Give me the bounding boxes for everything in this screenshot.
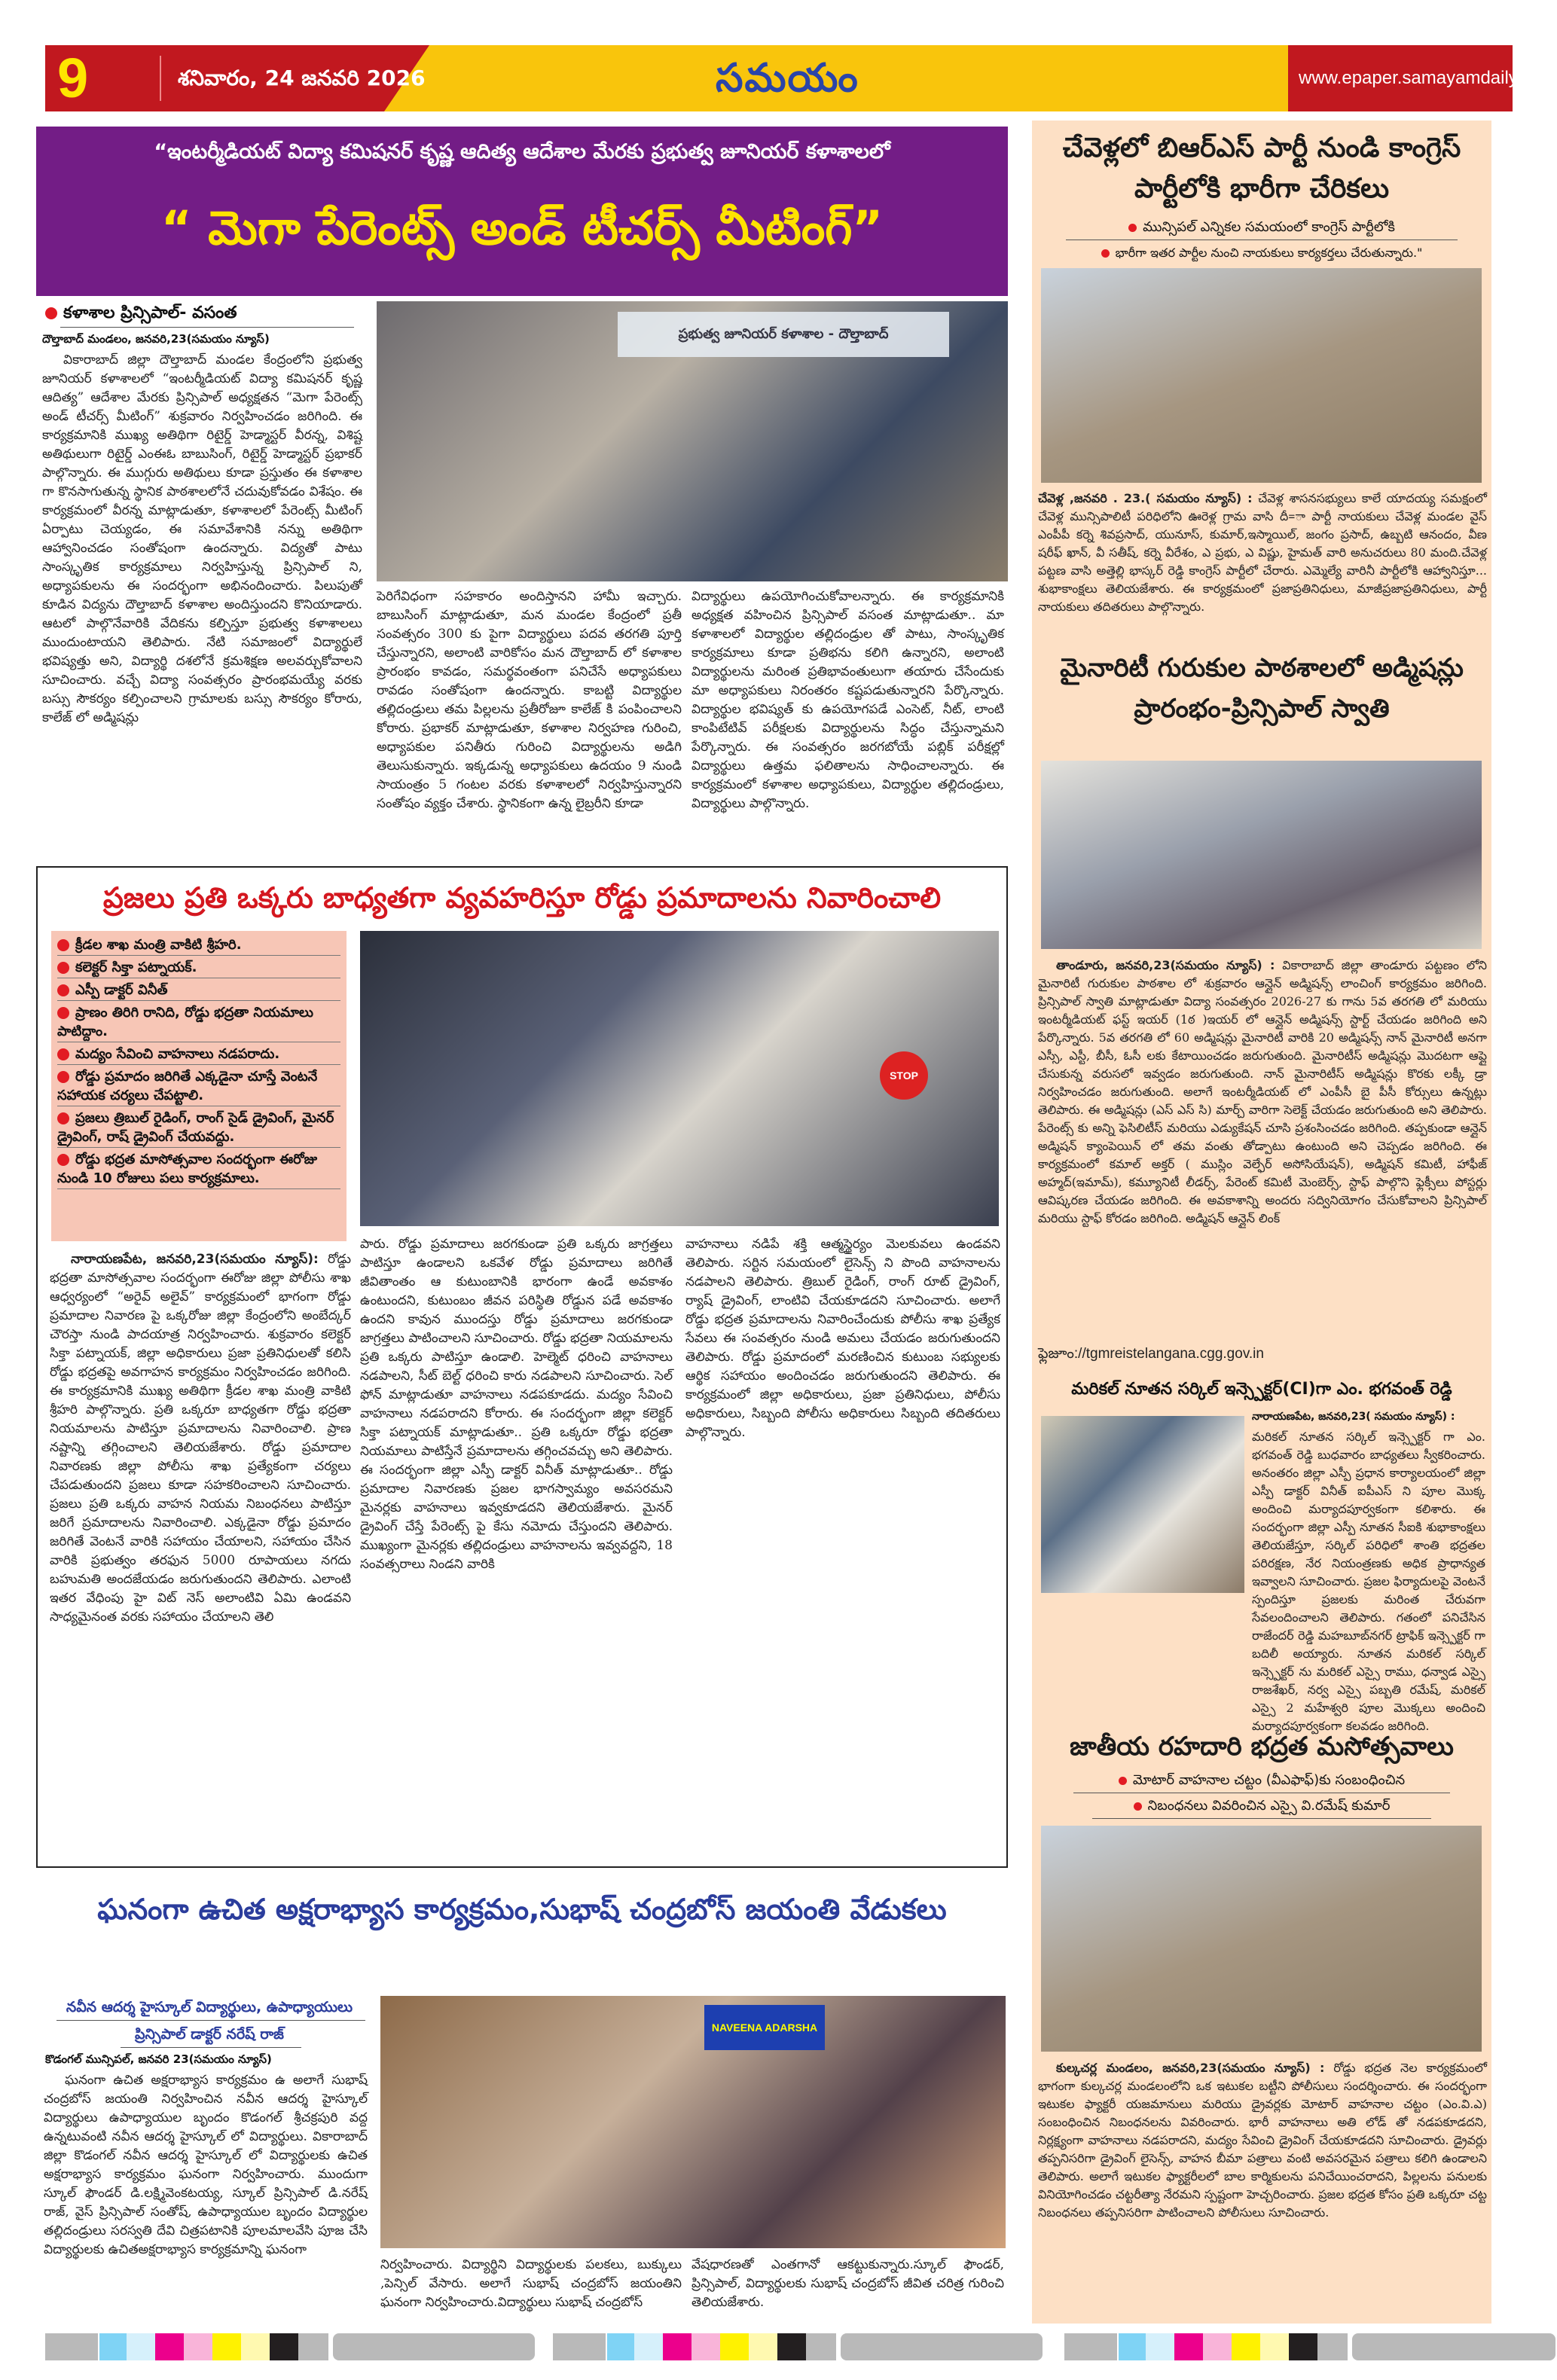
highlight-text: క్రీడల శాఖ మంత్రి వాకిటి శ్రీహరి. — [75, 937, 242, 953]
bullet-icon — [57, 939, 69, 951]
education-body-col1: ఘనంగా ఉచిత అక్షరాభ్యాస కార్యక్రమం ఉ అలాగే సుభాష్ చంద్రబోస్ జయంతి నిర్వహించిన నవీన ఆదర్శ హైస్కూల్ విద్యార్థులు ఉపాధ్యాయుల బృందం కొడంగల్ శ్రీచక్రపురి వద్ద ఉన్నటువంటి నవీన ఆదర్శ హైస్కూల్ లో విద్యార్థులు. వికారాబాద్ జిల్లా కొడంగల్ నవీన ఆదర్శ హైస్కూల్ లో విద్యార్థులకు ఉచిత అక్షరాభ్యాస కార్యక్రమం ఘనంగా నిర్వహించారు. ముందుగా స్కూల్ ఫౌండర్ డి.లక్ష్మివెంకటయ్య, స్కూల్ ప్రిన్సిపాల్ డి.నరేష్ రాజ్, వైస్ ప్రిన్సిపాల్ సంతోష్, ఉపాధ్యాయుల బృందం విద్యార్థుల తల్లిదండ్రులు సరస్వతి దేవి చిత్రపటానికి పూలమాలవేసి పూజ చేసి విద్యార్థులకు ఉచితఅక్షరాభ్యాస కార్యక్రమాన్ని ఘనంగా — [44, 2073, 368, 2257]
marikal-dateline: నారాయణపేట, జనవరి,23( సమయం న్యూస్) : — [1252, 1411, 1455, 1423]
road-body-text: రోడ్డు భద్రతా మాసోత్సవాల సందర్భంగా ఈరోజు జిల్లా పోలీసు శాఖ ఆధ్వర్యంలో “అరైవ్ అలైవ్” కార్యక్రమంలో భాగంగా రోడ్డు ప్రమాదాల నివారణ పై ఒక్కరోజు జిల్లా కేంద్రంలోని అంబేద్కర్ చౌరస్తా నుండి పాదయాత్ర నిర్వహించారు. శుక్రవారం కలెక్టర్ సిక్తా పట్నాయక్, జిల్లా అధికారులు ప్రజా ప్రతినిధులతో కలిసి రోడ్డు భద్రతపై అవగాహన కార్యక్రమం నిర్వహించడం జరిగింది. ఈ కార్యక్రమానికి ముఖ్య అతిథిగా క్రీడల శాఖ మంత్రి వాకిటి శ్రీహరి పాల్గొన్నారు. ప్రతి ఒక్కరూ బాధ్యతగా రోడ్డు భద్రతా నియమాలను పాటిస్తూ ప్రమాదాలను నివారించాలి. ప్రాణ నష్టాన్ని తగ్గించాలని తెలియజేశారు. రోడ్డు ప్రమాదాల నివారణకు జిల్లా పోలీసు శాఖ ప్రత్యేకంగా చర్యలు చేపడుతుందని ప్రజలు కూడా సహకరించాలని సూచించారు. ప్రజలు ప్రతి ఒక్కరు వాహన నియమ నిబంధనలు పాటిస్తూ జరిగే ప్రమాదాలను నివారించాలి. ఎక్కడైనా రోడ్డు ప్రమాదం జరిగితే వెంటనే వారికి సహాయం చేయాలని, సహాయం చేసిన వారికి ప్రభుత్వం తరఫున 5000 రూపాయలు నగదు బహుమతి అందజేయడం జరుగుతుందని తెలిపారు. ఎలాంటి ఇతర వేధింపు హై విట్ నెస్ అలాంటివి ఏమి ఉండవని సాధ్యమైనంత వరకు సహాయం చేయాలని తెలి — [50, 1252, 351, 1625]
color-swatch — [720, 2333, 749, 2360]
bullet-icon — [57, 1048, 69, 1060]
road-safety-headline: ప్రజలు ప్రతి ఒక్కరు బాధ్యతగా వ్యవహరిస్తూ రోడ్డు ప్రమాదాలను నివారించాలి — [102, 881, 942, 914]
color-swatch — [45, 2333, 98, 2360]
bullet-icon — [57, 962, 69, 974]
admission-link[interactable]: ఫ్లెజూం://tgmreistelangana.cgg.gov.in — [1038, 1346, 1264, 1362]
color-swatch — [663, 2333, 691, 2360]
highlight-item — [57, 1109, 340, 1148]
highlight-item — [57, 1150, 340, 1189]
bullet-icon — [1128, 224, 1137, 232]
highlight-text: మద్యం సేవించి వాహనాలు నడపరాదు. — [75, 1046, 280, 1062]
education-dateline: కొడంగల్ మున్సిపల్, జనవరి 23(సమయం న్యూస్) — [45, 2052, 272, 2066]
minority-dateline: తాండూరు, జనవరి,23(సమయం న్యూస్) : — [1056, 958, 1275, 972]
divider — [160, 56, 161, 101]
highway-safety-headline: జాతీయ రహదారి భద్రత మసోత్సవాలు — [1070, 1732, 1454, 1762]
color-swatch — [1232, 2333, 1260, 2360]
color-swatch — [1317, 2333, 1348, 2360]
color-swatch — [127, 2333, 155, 2360]
epaper-url[interactable]: www.epaper.samayamdaily.net — [1299, 68, 1547, 88]
color-swatch — [1203, 2333, 1232, 2360]
bullet-icon — [1134, 1802, 1142, 1811]
chevella-bullet-1 — [1036, 217, 1488, 238]
highlight-text: రోడ్డు ప్రమాదం జరిగితే ఎక్కడైనా చూస్తే వెంటనే సహాయక చర్యలు చేపట్టాలి. — [57, 1069, 318, 1103]
highlight-text: రోడ్డు భద్రత మాసోత్సవాల సందర్భంగా ఈరోజు నుండి 10 రోజులు పలు కార్యక్రమాలు. — [57, 1152, 318, 1186]
education-subhead-2: ప్రిన్సిపాల్ డాక్టర్ నరేష్ రాజ్ — [135, 2026, 284, 2043]
education-photo — [380, 1996, 1006, 2248]
education-subhead-1: నవీన ఆదర్శ హైస్కూల్ విద్యార్థులు, ఉపాధ్యాయులు — [66, 1999, 353, 2015]
color-swatch — [634, 2333, 663, 2360]
masthead — [45, 45, 1547, 111]
highway-bullet-1 — [1036, 1770, 1488, 1791]
chevella-bullet-2 — [1036, 243, 1488, 264]
divider — [1092, 1818, 1431, 1819]
newspaper-logo: సమయం — [716, 56, 859, 101]
marikal-body-col: మరికల్ నూతన సర్కిల్ ఇన్స్పెక్టర్ గా ఎం. భగవంత్ రెడ్డి బుధవారం బాధ్యతలు స్వీకరించారు. అనంతరం జిల్లా ఎస్పీ ప్రధాన కార్యాలయంలో జిల్లా ఎస్పీ డాక్టర్ వినీత్ ఐపీఎస్ ని పూల మొక్క అందించి మర్యాదపూర్వకంగా కలిశారు. ఈ సందర్భంగా జిల్లా ఎస్పీ నూతన సీఐకి శుభాకాంక్షలు తెలియజేస్తూ, సర్కిల్ పరిధిలో శాంతి భద్రతల పరిరక్షణ, నేర నియంత్రణకు అధిక ప్రాధాన్యత ఇవ్వాలని సూచించారు. ప్రజల ఫిర్యాదులపై వెంటనే స్పందిస్తూ ప్రజలకు మరింత చేరువగా సేవలందించాలని తెలిపారు. గతంలో పనిచేసిన రాజేందర్ రెడ్డి మహబూబ్‌నగర్ ట్రాఫిక్ ఇన్స్పెక్టర్ గా బదిలీ అయ్యారు. నూతన మరికల్ సర్కిల్ ఇన్స్పెక్టర్ ను మరికల్ ఎస్సై రాము, ధన్వాడ ఎస్సై రాజశేఖర్, నర్వ ఎస్సై పబ్బతి రమేష్, మరికల్ ఎస్సై 2 మహేశ్వరి పూల మొక్కలు అందించి మర్యాదపూర్వకంగా కలవడం జరిగింది. — [1252, 1430, 1485, 1733]
color-swatch — [212, 2333, 241, 2360]
road-safety-highlights — [51, 931, 347, 1241]
minority-school-headline: మైనారిటీ గురుకుల పాఠశాలలో అడ్మిషన్లు ప్రారంభం-ప్రిన్సిపాల్ స్వాతి — [1060, 653, 1464, 724]
highlight-text: ప్రజలు త్రిబుల్ రైడింగ్, రాంగ్ సైడ్ డ్రైవింగ్, మైనర్ డ్రైవింగ్, రాష్ డ్రైవింగ్ చేయవద్దు. — [57, 1110, 334, 1145]
lead-headline-banner — [36, 127, 1008, 296]
bullet-text: మోటార్ వాహనాల చట్టం (వీఎఫాఫ్)కు సంబంధించిన — [1132, 1772, 1406, 1788]
chevella-dateline: చేవెళ్ల ,జనవరి . 23.( సమయం న్యూస్) : — [1038, 491, 1253, 505]
road-body-col3: వాహనాలు నడిపే శక్తి ఆత్మస్థైర్యం మెలకువలు ఉండవని తెలిపారు. సర్టిన సమయంలో లైసెన్స్ ని పొంది వాహనాలను నడపాలని తెలిపారు. త్రిబుల్ రైడింగ్, రాంగ్ రూట్ డ్రైవింగ్, ర్యాష్ డ్రైవింగ్, లాంటివి చేయకూడదని సూచించారు. అలాగే రోడ్డు భద్రత ప్రమాదాలను నివారించేందుకు పోలీసు శాఖ ప్రత్యేక సేవలు ఈ సంవత్సరం నుండి అమలు చేయడం జరుగుతుందని తెలిపారు. రోడ్డు ప్రమాదంలో మరణించిన కుటుంబ సభ్యులకు ఆర్థిక సహాయం అందించడం జరుగుతుందని తెలిపారు. ఈ కార్యక్రమంలో జిల్లా అధికారులు, ప్రజా ప్రతినిధులు, పోలీసు అధికారులు, సిబ్బంది పోలీసు అధికారులు సిబ్బంది తదితరులు పాల్గొన్నారు. — [685, 1237, 1000, 1440]
lead-kicker: “ఇంటర్మీడియట్ విద్యా కమిషనర్ కృష్ణ ఆదిత్య ఆదేశాల మేరకు ప్రభుత్వ జూనియర్ కళాశాలలో — [154, 140, 890, 163]
color-swatch — [1146, 2333, 1174, 2360]
marikal-ci-headline: మరికల్ నూతన సర్కిల్ ఇన్స్పెక్టర్(CI)గా ఎం. భగవంత్ రెడ్డి — [1071, 1380, 1452, 1399]
chevella-text: చేవెళ్ల శాసనసభ్యులు కాలే యాదయ్య సమక్షంలో చేవెళ్ల మున్సిపాలిటీ పరిధిలోని ఊరెళ్ల గ్రామ వాసి దీ=ా పార్టీ నాయకులు చేవెళ్ల మండల వైస్ ఎంపీపీ కర్నె శివప్రసాద్, యునూస్, కుమార్,ఇస్మాయిల్, జంగం ప్రసాద్, ఉబ్బటి ఆనందం, వీణ షరీఫ్ ఖాన్, వీ సతీష్, కర్నె వీరేశం, ఎ ప్రభు, ఎ విష్ణు, హైమత్ వారి అనుచరులు 80 మంది.చేవెళ్ల పట్టణ వాసి అత్తెల్లి భాస్కర్ రెడ్డి కాంగ్రెస్ పార్టీలో చేరారు. ఎమ్మెల్యే వారినీ పార్టీలోకి ఆహ్వానిస్తూ... శుభాకాంక్షలు తెలియజేశారు. ఈ కార్యక్రమంలో ప్రజాప్రతినిధులు, మాజీప్రజాప్రతినిధులు, పార్టీ నాయకులు తదితరులు పాల్గొన్నారు. — [1038, 491, 1487, 614]
bullet-icon — [57, 1071, 69, 1083]
color-swatch — [1352, 2333, 1555, 2360]
education-headline: ఘనంగా ఉచిత అక్షరాభ్యాస కార్యక్రమం,సుభాష్ చంద్రబోస్ జయంతి వేడుకలు — [97, 1893, 947, 1926]
color-swatch — [184, 2333, 212, 2360]
color-swatch — [749, 2333, 777, 2360]
highlight-item — [57, 958, 340, 978]
bullet-icon — [1119, 1777, 1127, 1785]
color-swatch — [1289, 2333, 1317, 2360]
divider — [60, 327, 354, 328]
highlight-text: కలెక్టర్ సిక్తా పట్నాయక్. — [75, 960, 197, 975]
color-swatch — [1119, 2333, 1146, 2360]
color-swatch — [333, 2333, 535, 2360]
highway-bullet-2 — [1036, 1796, 1488, 1817]
color-swatch — [777, 2333, 806, 2360]
chevella-body — [1038, 490, 1487, 634]
color-swatch — [155, 2333, 184, 2360]
stop-sign-icon: STOP — [880, 1051, 928, 1100]
color-swatch — [841, 2333, 1043, 2360]
color-swatch — [691, 2333, 720, 2360]
highway-dateline: కుల్కచర్ల మండలం, జనవరి,23(సమయం న్యూస్) : — [1056, 2061, 1325, 2075]
page-number: 9 — [57, 47, 89, 109]
road-dateline: నారాయణపేట, జనవరి,23(సమయం న్యూస్): — [71, 1252, 319, 1267]
minority-text: వికారాబాద్ జిల్లా తాండూరు పట్టణం లోని మైనారిటీ గురుకుల పాఠశాల లో శుక్రవారం ఆన్లైన్ అడ్మిషన్స్ లాంచింగ్ కార్యక్రమం జరిగింది. ప్రిన్సిపాల్ స్వాతి మాట్లాడుతూ విద్యా సంవత్సరం 2026-27 కు గాను 5వ తరగతి లో మరియు ఇంటర్మీడియట్ ఫస్ట్ ఇయర్ (1ఠ )ఇయర్ లో ఆన్లైన్ అడ్మిషన్స్ స్టార్ట్ చేయడం జరిగింది అని పేర్కొన్నారు. 5వ తరగతి లో 60 అడ్మిషన్లు మైనారిటీ వారికి 20 అడ్మిషన్స్ నాన్ మైనారిటీ అనగా ఎస్సీ, ఎస్టీ, బీసీ, ఓసీ లకు కేటాయించడం జరుగుతుంది. మైనారిటీస్ అడ్మిషన్లు మొదటగా ఆప్లై చేసుకున్న వరుసలో ఇవ్వడం జరుగుతుంది. నాన్ మైనారిటీస్ అడ్మిషన్లు కొరకు లక్కీ డ్రా నిర్వహించడం జరుగుతుంది. అలాగే ఇంటర్మీడియట్ లో ఎంపీసీ బై పీసీ కోర్సులు ఉన్నట్లు తెలిపారు. ఈ అడ్మిషన్లు (ఎస్ ఎస్ సి) మార్చ్ వారిగా సెలెక్ట్ చేయడం జరుగుతుంది అని తెలిపారు. పేరెంట్స్ కు అన్ని ఫెసిలిటీస్ మరియు ఎడ్యుకేషన్ చూసి ప్రశంసించడం జరిగింది. తప్పకుండా ఆన్లైన్ అడ్మిషన్ క్యాంపెయిన్ లో తమ వంతు తోడ్పాటు ఉంటుంది అని చెప్పడం జరిగింది. ఈ కార్యక్రమంలో కమాల్ అక్తర్ ( ముస్లిం వెల్ఫేర్ అసోసియేషన్), అడ్మిషన్ కమిటీ, హాఫీజ్ అహ్మద్(ఇమామ్), కమ్యూనిటీ లీడర్స్, పేరెంట్ కమిటీ మెంబెర్స్, స్టాఫ్ పాల్గొని ఫ్లెక్సీలు పోస్టర్లు ఆవిష్కరణ చేయడం జరిగింది. ఈ అవకాశాన్ని అందరు సద్వినియోగం చేసుకోవాలని ప్రిన్సిపాల్ మరియు స్టాఫ్ కోరడం జరిగింది. అడ్మిషన్ ఆన్లైన్ లింక్ — [1038, 958, 1488, 1225]
highlight-item — [57, 1003, 340, 1042]
road-body-col2: పారు. రోడ్డు ప్రమాదాలు జరగకుండా ప్రతి ఒక్కరు జాగ్రత్తలు పాటిస్తూ ఉండాలని ఒకవేళ రోడ్డు ప్రమాదాలు జరిగితే జీవితాంతం ఆ కుటుంబానికి భారంగా ఉండే అవకాశం ఉంటుందని, కుటుంబం జీవన పరిస్థితి రోడ్డున పడే అవకాశం ఉందని కావున ముందస్తు రోడ్డు ప్రమాదాలు జరగకుండా జాగ్రత్తలు పాటించాలని సూచించారు. రోడ్డు భద్రతా నియమాలను ప్రతి ఒక్కరు పాటిస్తూ ఉండాలి. హెల్మెట్ ధరించి వాహనాలు నడపాలని, సీట్ బెల్ట్ ధరించి కారు నడపాలని సూచించారు. సెల్ ఫోన్ మాట్లాడుతూ వాహనాలు నడపకూడదు. మద్యం సేవించి వాహనాలు నడపరాదని కోరారు. ఈ సందర్భంగా జిల్లా కలెక్టర్ సిక్తా పట్నాయక్ మాట్లాడుతూ.. ప్రతి ఒక్కరూ రోడ్డు భద్రతా నియమాలు పాటిస్తేనే ప్రమాదాలను తగ్గించవచ్చు అని తెలిపారు. ఈ సందర్భంగా జిల్లా ఎస్పీ డాక్టర్ వినీత్ మాట్లాడుతూ.. రోడ్డు ప్రమాదాల నివారణకు ప్రజల భాగస్వామ్యం అవసరమని మైనర్లకు వాహనాలు ఇవ్వకూడదని తెలియజేశారు. మైనర్ డ్రైవింగ్ చేస్తే పేరెంట్స్ పై కేసు నమోదు చేస్తుందని తెలిపారు. ముఖ్యంగా మైనర్లకు తల్లిదండ్రులు వాహనాలను ఇవ్వవద్దని, 18 సంవత్సరాలు నిండని వారికి — [360, 1237, 673, 1572]
divider — [56, 2020, 365, 2021]
color-swatch — [298, 2333, 328, 2360]
chevella-photo — [1041, 268, 1482, 483]
bullet-icon — [57, 984, 69, 996]
lead-headline: “ మెగా పేరెంట్స్ అండ్ టీచర్స్ మీటింగ్” — [160, 200, 884, 255]
lead-photo — [377, 301, 1008, 581]
marikal-body-bottom — [1038, 1600, 1241, 1713]
bullet-icon — [1101, 249, 1110, 258]
bullet-icon — [57, 1154, 69, 1166]
bullet-text: నిబంధనలు వివరించిన ఎస్సై వి.రమేష్ కుమార్ — [1147, 1798, 1391, 1814]
highlight-text: ప్రాణం తిరిగి రానిది, రోడ్డు భద్రతా నియమాలు పాటిద్దాం. — [57, 1005, 313, 1039]
highway-text: రోడ్డు భద్రత నెల కార్యక్రమంలో భాగంగా కుల్కచర్ల మండలంలోని ఒక ఇటుకల బట్టీని పోలీసులు సందర్శించారు. ఈ సందర్భంగా ఇటుకల ఫ్యాక్టరీ యజమానులు మరియు డ్రైవర్లకు మోటార్ వాహనాల చట్టం (ఎం.వి.ఎ) సంబంధించిన నిబంధనలను వివరించారు. భారీ వాహనాలు అతి లోడ్ తో నడపకూడదని, నిర్లక్ష్యంగా వాహనాలు నడపరాదని, మద్యం సేవించి డ్రైవింగ్ చేయకూడదని సూచించారు. డ్రైవర్లు తప్పనిసరిగా డ్రైవింగ్ లైసెన్స్, వాహన బీమా పత్రాలు వంటి అవసరమైన పత్రాలు కలిగి ఉండాలని తెలిపారు. అలాగే ఇటుకల ఫ్యాక్టరీలలో బాల కార్మికులను పనిచేయించరాదని, పిల్లలను పనులకు వినియోగించడం చట్టరీత్యా నేరమని స్పష్టంగా హెచ్చరించారు. ప్రజల భద్రత కోసం ప్రతి ఒక్కరూ చట్ట నిబంధనలు తప్పనిసరిగా పాటించాలని పోలీసులు సూచించారు. — [1038, 2061, 1487, 2220]
color-swatch — [1064, 2333, 1117, 2360]
road-body-col1 — [50, 1250, 351, 1857]
minority-school-photo — [1041, 761, 1482, 949]
bullet-icon — [57, 1007, 69, 1019]
education-body-col2: నిర్వహించారు. విద్యార్థిని విద్యార్థులకు పలకలు, బుక్కులు ,పెన్సిల్ వేసారు. అలాగే సుభాష్ చంద్రబోస్ జయంతిని ఘనంగా నిర్వహించారు.విద్యార్థులు సుభాష్ చంద్రబోస్ — [380, 2257, 682, 2310]
bullet-icon — [45, 307, 57, 319]
lead-dateline: దౌల్తాబాద్ మండలం, జనవరి,23(సమయం న్యూస్) — [42, 332, 270, 346]
minority-school-body — [1038, 957, 1487, 1336]
lead-subhead — [45, 301, 365, 325]
highway-body — [1038, 2059, 1487, 2312]
color-swatch — [607, 2333, 634, 2360]
lead-body-col3: విద్యార్థులు ఉపయోగించుకోవాలన్నారు. ఈ కార్యక్రమానికి అధ్యక్షత వహించిన ప్రిన్సిపాల్ వసంత మాట్లాడుతూ.. మా కళాశాలలో విద్యార్థుల తల్లిదండ్రుల తో పాటు, సాంస్కృతిక కార్యక్రమాలు కూడా ప్రతిభను కలిగి ఉన్నారని, అలాంటి విద్యార్థులను మరింత ప్రతిభావంతులుగా తయారు చేసేందుకు మా అధ్యాపకులు నిరంతరం కష్టపడుతున్నారని పేర్కొన్నారు. విద్యార్థుల భవిష్యత్ కు ఉపయోగపడే ఎంసెట్, నీట్, లాంటి కాంపిటేటివ్ పరీక్షలకు విద్యార్థులను సిద్ధం చేస్తున్నామని పేర్కొన్నారు. ఈ సంవత్సరం జరగబోయే పబ్లిక్ పరీక్షల్లో విద్యార్థులు ఉత్తమ ఫలితాలను సాధించాలన్నారు. ఈ కార్యక్రమంలో కళాశాల అధ్యాపకులు, విద్యార్థుల తల్లిదండ్రులు, విద్యార్థులు పాల్గొన్నారు. — [691, 589, 1004, 811]
lead-subhead-text: కళాశాల ప్రిన్సిపాల్- వసంత — [63, 304, 237, 322]
highlight-item — [57, 935, 340, 956]
road-safety-photo — [360, 931, 999, 1226]
marikal-ci-photo — [1041, 1416, 1244, 1593]
color-swatch — [270, 2333, 298, 2360]
highway-safety-photo — [1041, 1826, 1482, 2052]
publication-date: శనివారం, 24 జనవరి 2026 — [178, 66, 426, 90]
highlight-text: ఎస్పీ డాక్టర్ వినీత్ — [75, 982, 168, 998]
color-swatch — [553, 2333, 606, 2360]
lead-body-col2: పెరిగేవిధంగా సహకారం అందిస్తానని హామీ ఇచ్చారు. బాబుసింగ్ మాట్లాడుతూ, మన మండల కేంద్రంలో ప్రతీ సంవత్సరం 300 కు పైగా విద్యార్థులు పదవ తరగతి పూర్తి చేస్తున్నారని, అలాంటి వారికోసం మన దౌల్తాబాద్ లో కళాశాల ప్రారంభం కావడం, సమర్థవంతంగా పనిచేసే అధ్యాపకులు రావడం సంతోషంగా ఉందన్నారు. కాబట్టి విద్యార్థుల తల్లిదండ్రులు తమ పిల్లలను ప్రతీరోజూ కాలేజ్ కి పంపించాలని కోరారు. ప్రభాకర్ మాట్లాడుతూ, కళాశాల నిర్వహణ గురించి, అధ్యాపకుల పనితీరు గురించి విద్యార్థులను అడిగి తెలుసుకున్నారు. ఇక్కడున్న అధ్యాపకులు ఉదయం 9 నుండి సాయంత్రం 5 గంటల వరకు కళాశాలలో నిర్వహిస్తున్నారని సంతోషం వ్యక్తం చేశారు. స్థానికంగా ఉన్న లైబ్రరీని కూడా — [377, 589, 682, 811]
highlight-item — [57, 1067, 340, 1106]
photo-banner: ప్రభుత్వ జూనియర్ కళాశాల - దౌల్తాబాద్ — [618, 312, 949, 357]
lead-body-col1: వికారాబాద్ జిల్లా దౌల్తాబాద్ మండల కేంద్రంలోని ప్రభుత్వ జూనియర్ కళాశాలలో “ఇంటర్మీడియట్ విద్యా కమిషనర్ కృష్ణ ఆదిత్య” ఆదేశాల మేరకు ప్రిన్సిపాల్ అధ్యక్షతన “మెగా పేరెంట్స్ అండ్ టీచర్స్ మీటింగ్” శుక్రవారం నిర్వహించడం జరిగింది. ఈ కార్యక్రమానికి ముఖ్య అతిథిగా రిటైర్డ్ హెడ్మాస్టర్ వీరన్న, విశిష్ట అతిథులుగా రిటైర్డ్ ఎంఈఓ బాబుసింగ్, రిటైర్డ్ హెడ్మాస్టర్ ప్రభాకర్ పాల్గొన్నారు. ఈ ముగ్గురు అతిథులు కూడా ప్రస్తుతం ఈ కళాశాల గా కొనసాగుతున్న స్థానిక పాఠశాలలోనే చదువుకోవడం విశేషం. ఈ కార్యక్రమంలో వీరన్న మాట్లాడుతూ, కళాశాలలో పేరెంట్స్ మీటింగ్ ఏర్పాటు చెయ్యడం, ఈ సమావేశానికి నన్ను అతిథిగా ఆహ్వానించడం సంతోషంగా ఉందన్నారు. విద్యతో పాటు సాంస్కృతిక కార్యక్రమాలు నిర్వహిస్తున్న ప్రిన్సిపాల్ ని, అధ్యాపకులను ఈ సందర్భంగా అభినందించారు. పిలుపుతో కూడిన విద్యను దౌల్తాబాద్ కళాశాల అందిస్తుందని కొనియాడారు. ఆటలో పాల్గొనేవారికి వేదికను కల్పిస్తూ ప్రభుత్వ కళాశాలలు ముందుంటాయని తెలిపారు. నేటి సమాజంలో విద్యార్థులే భవిష్యత్తు అని, విద్యార్థి దశలోనే క్రమశిక్షణ అలవర్చుకోవాలని సూచించారు. వచ్చే విద్యా సంవత్సరం ప్రారంభమయ్యే వరకు బస్సు సౌకర్యం కల్పించాలని గ్రామాలకు బస్సు సౌకర్యం కోరారు, కాలేజ్ లో అడ్మిషన్లు — [42, 352, 362, 725]
bullet-text: మున్సిపల్ ఎన్నికల సమయంలో కాంగ్రెస్ పార్టీలోకి — [1143, 219, 1395, 235]
education-body-col3: వేషధారణతో ఎంతగానో ఆకట్టుకున్నారు.స్కూల్ ఫౌండర్, ప్రిన్సిపాల్, విద్యార్థులకు సుభాష్ చంద్రబోస్ జీవిత చరిత్ర గురించి తెలియజేశారు. — [691, 2257, 1004, 2310]
color-swatch — [241, 2333, 270, 2360]
marikal-body-side — [1252, 1408, 1485, 1425]
divider — [121, 2047, 301, 2048]
bullet-icon — [57, 1112, 69, 1124]
color-swatch — [99, 2333, 127, 2360]
bullet-text: భారీగా ఇతర పార్టీల నుంచి నాయకులు కార్యకర్తలు చేరుతున్నారు." — [1115, 246, 1423, 260]
highlight-item — [57, 981, 340, 1001]
photo-banner: NAVEENA ADARSHA — [704, 2005, 825, 2050]
highlight-item — [57, 1045, 340, 1065]
color-swatch — [1260, 2333, 1289, 2360]
color-swatch — [1174, 2333, 1203, 2360]
chevella-headline: చేవెళ్లలో బిఆర్ఎస్ పార్టీ నుండి కాంగ్రెస్ పార్టీలోకి భారీగా చేరికలు — [1062, 133, 1461, 204]
color-swatch — [806, 2333, 836, 2360]
